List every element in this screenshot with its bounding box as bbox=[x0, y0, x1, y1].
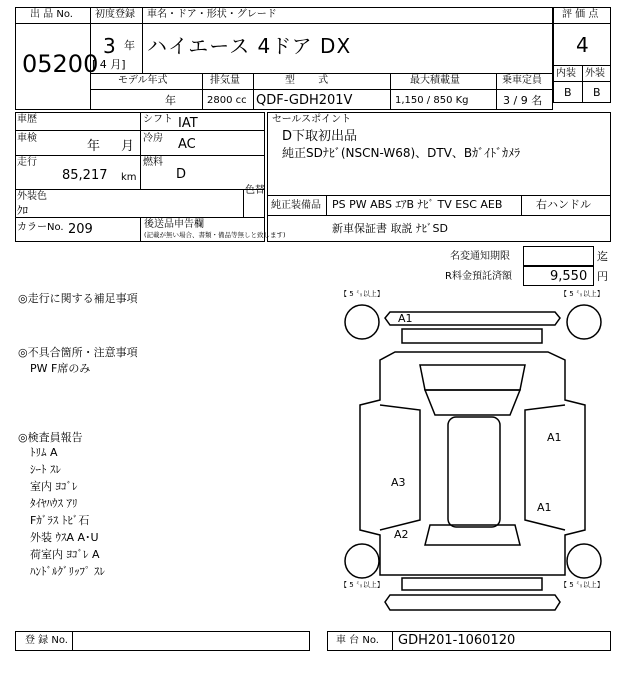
mileage-label: 走行 bbox=[17, 157, 37, 168]
fuel-value: D bbox=[176, 167, 187, 182]
damage-mark: A1 bbox=[398, 312, 413, 325]
wheel-front-left bbox=[345, 305, 379, 339]
color-no-value: 209 bbox=[68, 222, 93, 237]
defect-line: PW F席のみ bbox=[30, 362, 91, 375]
first-reg-month: [ 4 月] bbox=[92, 58, 126, 71]
tire-depth-bl: 【 5 ㍉以上】 bbox=[340, 581, 384, 589]
grade-label: 評 価 点 bbox=[562, 9, 599, 20]
displacement-value: 2800 cc bbox=[207, 95, 247, 106]
recycle-value: 9,550 bbox=[550, 269, 588, 284]
inspection-month: 月 bbox=[121, 139, 135, 154]
front-grille bbox=[402, 329, 542, 343]
fuel-label: 燃料 bbox=[143, 157, 163, 168]
wheel-front-right bbox=[567, 305, 601, 339]
color-value: ｸﾛ bbox=[17, 204, 28, 217]
interior-label: 内装 bbox=[556, 68, 576, 79]
inspector-title: ◎検査員報告 bbox=[18, 431, 83, 444]
post-label: 後送品申告欄 bbox=[144, 219, 204, 230]
shift-label: シフト bbox=[143, 114, 173, 125]
reg-no-label: 登 録 No. bbox=[25, 635, 68, 646]
load-label: 最大積載量 bbox=[410, 75, 460, 86]
lot-number: 05200 bbox=[22, 50, 99, 78]
model-year-unit: 年 bbox=[165, 94, 176, 107]
report-item: Fｶﾞﾗｽ ﾄﾋﾞ石 bbox=[30, 514, 90, 527]
report-item: ﾄﾘﾑ A bbox=[30, 446, 58, 459]
mileage-value: 85,217 bbox=[62, 168, 108, 183]
rear-window bbox=[425, 525, 520, 545]
equip-label: 純正装備品 bbox=[271, 200, 321, 211]
damage-mark: A1 bbox=[537, 501, 552, 514]
rear-bar bbox=[402, 578, 542, 590]
windshield bbox=[425, 390, 520, 415]
tire-depth-br: 【 5 ㍉以上】 bbox=[560, 581, 604, 589]
wheel-rear-left bbox=[345, 544, 379, 578]
type-value: QDF-GDH201V bbox=[256, 93, 353, 108]
color-no-label: カラーNo. bbox=[17, 222, 64, 233]
recycle-unit: 円 bbox=[597, 270, 608, 283]
aircon-value: AC bbox=[178, 137, 196, 152]
report-item: 荷室内 ﾖｺﾞﾚ A bbox=[30, 548, 100, 561]
exterior-value: B bbox=[593, 86, 601, 99]
model-year-label: モデル年式 bbox=[118, 75, 168, 86]
aircon-label: 冷房 bbox=[143, 133, 163, 144]
first-reg-year: 3 bbox=[103, 34, 116, 58]
report-item: 外装 ｳｽA A･U bbox=[30, 531, 99, 544]
interior-value: B bbox=[564, 86, 572, 99]
report-item: ﾊﾝﾄﾞﾙｸﾞﾘｯﾌﾟ ｽﾚ bbox=[30, 565, 105, 578]
notice-label: 名変通知期限 bbox=[450, 251, 510, 262]
notice-unit: 迄 bbox=[597, 250, 608, 263]
recycle-label: R料金預託済額 bbox=[445, 271, 512, 282]
shift-value: IAT bbox=[178, 116, 198, 131]
wheel-rear-right bbox=[567, 544, 601, 578]
lot-label: 出 品 No. bbox=[30, 9, 73, 20]
post-note: (記載が無い場合、書類・備品等無しと致します) bbox=[144, 231, 286, 239]
defect-title: ◎不具合箇所・注意事項 bbox=[18, 346, 138, 359]
grade-value: 4 bbox=[576, 33, 589, 57]
sales-line2: 純正SDﾅﾋﾞ(NSCN-W68)、DTV、Bｶﾞｲﾄﾞｶﾒﾗ bbox=[282, 146, 521, 160]
hood bbox=[420, 365, 525, 390]
capacity-value: 3 / 9 名 bbox=[503, 94, 543, 107]
color-label: 外装色 bbox=[17, 191, 47, 202]
left-side bbox=[380, 405, 420, 530]
sales-line1: D下取初出品 bbox=[282, 129, 358, 144]
report-item: 室内 ﾖｺﾞﾚ bbox=[30, 480, 78, 493]
damage-mark: A2 bbox=[394, 528, 409, 541]
chassis-value: GDH201-1060120 bbox=[398, 633, 516, 648]
type-label: 型 式 bbox=[285, 75, 339, 86]
body-outline bbox=[360, 352, 585, 575]
year-unit: 年 bbox=[124, 39, 135, 52]
equip-value: PS PW ABS ｴｱB ﾅﾋﾞ TV ESC AEB bbox=[332, 198, 503, 211]
docs-value: 新車保証書 取説 ﾅﾋﾞSD bbox=[332, 222, 448, 235]
first-reg-label: 初度登録 bbox=[95, 9, 135, 20]
exterior-label: 外装 bbox=[585, 68, 605, 79]
load-value: 1,150 / 850 Kg bbox=[395, 95, 469, 106]
roof bbox=[448, 417, 500, 527]
rear-bumper bbox=[385, 595, 560, 610]
report-item: ｼｰﾄ ｽﾚ bbox=[30, 463, 61, 476]
car-name: ハイエース 4ドア DX bbox=[147, 34, 352, 58]
chassis-label: 車 台 No. bbox=[336, 635, 379, 646]
history-label: 車歴 bbox=[17, 114, 37, 125]
name-label: 車名・ドア・形状・グレード bbox=[147, 9, 277, 20]
tire-depth-tr: 【 5 ㍉以上】 bbox=[560, 290, 604, 298]
color-change-label: 色替 bbox=[245, 185, 265, 196]
report-item: ﾀｲﾔﾊｳｽ ｱﾘ bbox=[30, 497, 78, 510]
inspection-year: 年 bbox=[87, 139, 101, 154]
mileage-unit: km bbox=[121, 172, 137, 183]
damage-mark: A3 bbox=[391, 476, 406, 489]
sales-label: セールスポイント bbox=[272, 114, 352, 125]
driving-title: ◎走行に関する補足事項 bbox=[18, 292, 138, 305]
tire-depth-tl: 【 5 ㍉以上】 bbox=[340, 290, 384, 298]
capacity-label: 乗車定員 bbox=[502, 75, 542, 86]
displacement-label: 排気量 bbox=[210, 75, 240, 86]
handle-value: 右ハンドル bbox=[536, 198, 591, 211]
damage-mark: A1 bbox=[547, 431, 562, 444]
inspection-label: 車検 bbox=[17, 133, 37, 144]
